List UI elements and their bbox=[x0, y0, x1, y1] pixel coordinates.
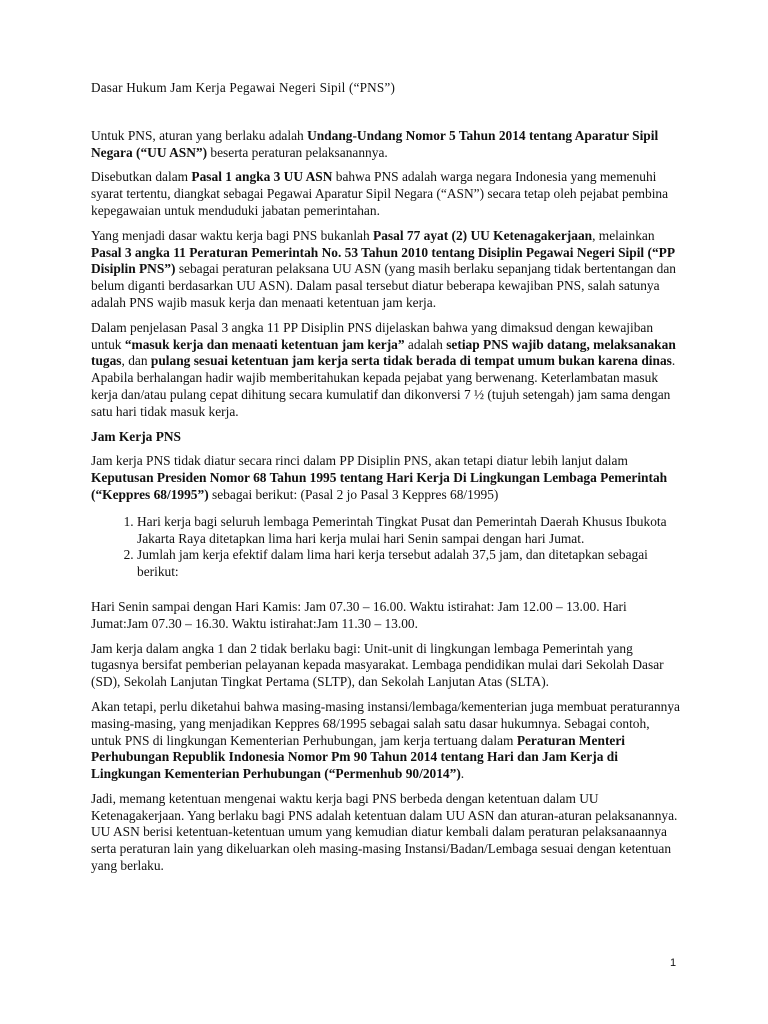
text: sebagai berikut: (Pasal 2 jo Pasal 3 Keppres 68/1995) bbox=[208, 486, 499, 502]
document-title: Dasar Hukum Jam Kerja Pegawai Negeri Sipil (“PNS”) bbox=[91, 80, 396, 95]
paragraph-kesimpulan: Jadi, memang ketentuan mengenai waktu kerja bagi PNS berbeda dengan ketentuan dalam UU Ketenagakerjaan. Yang berlaku bagi PNS adalah ketentuan dalam UU ASN dan aturan-aturan pelaksanannya. UU ASN berisi ketentuan-ketentuan umum yang kemudian diatur kembali dalam peraturan pelaksanaannya serta peraturan lain yang dikeluarkan oleh masing-masing Instansi/Badan/Lembaga sesuai dengan ketentuan yang berlaku. bbox=[91, 790, 678, 874]
paragraph-jam-kerja: Hari Senin sampai dengan Hari Kamis: Jam 07.30 – 16.00. Waktu istirahat: Jam 12.00 – 13.00. Hari Jumat:Jam 07.30 – 16.30. Waktu istirahat:Jam 11.30 – 13.00. bbox=[91, 598, 627, 631]
text: Dalam penjelasan Pasal 3 angka 11 PP Disiplin PNS dijelaskan bahwa yang dimaksud dengan kewajiban untuk bbox=[91, 319, 654, 352]
paragraph-definition-pns bbox=[91, 169, 683, 219]
bold-text: Keputusan Presiden Nomor 68 Tahun 1995 tentang Hari Kerja Di Lingkungan Lembaga Pemerintah (“Keppres 68/1995”) bbox=[91, 470, 668, 502]
text: Untuk PNS, aturan yang berlaku adalah bbox=[91, 127, 308, 143]
paragraph-uu-asn bbox=[91, 128, 683, 162]
paragraph-keppres bbox=[91, 453, 683, 503]
text: , dan bbox=[121, 353, 151, 369]
text: Jam kerja PNS tidak diatur secara rinci dalam PP Disiplin PNS, akan tetapi diatur lebih lanjut dalam bbox=[91, 453, 628, 469]
paragraph-permenhub bbox=[91, 699, 683, 783]
bold-text: “masuk kerja dan menaati ketentuan jam kerja” bbox=[124, 336, 405, 352]
document-body bbox=[91, 80, 683, 883]
paragraph-pengecualian: Jam kerja dalam angka 1 dan 2 tidak berlaku bagi: Unit-unit di lingkungan lembaga Pemerintah yang tugasnya bersifat pemberian pelayanan kepada masyarakat. Lembaga pendidikan mulai dari Sekolah Dasar (SD), Sekolah Lanjutan Tingkat Pertama (SLTP), dan Sekolah Lanjutan Atas (SLTA). bbox=[91, 640, 664, 690]
text: adalah bbox=[404, 336, 447, 352]
paragraph-dasar-waktu-kerja bbox=[91, 228, 683, 312]
bold-text: Undang-Undang Nomor 5 Tahun 2014 tentang Aparatur Sipil Negara (“UU ASN”) bbox=[91, 127, 659, 160]
bold-text: pulang sesuai ketentuan jam kerja serta tidak berada di tempat umum bukan karena dinas bbox=[150, 353, 672, 369]
paragraph-penjelasan bbox=[91, 320, 683, 421]
text: beserta peraturan pelaksanannya. bbox=[207, 144, 388, 160]
text: . bbox=[460, 766, 465, 782]
text: sebagai peraturan pelaksana UU ASN (yang masih berlaku sepanjang tidak bertentangan dan belum diganti berdasarkan UU ASN). Dalam pasal tersebut diatur beberapa kewajiban PNS, salah satunya adalah PNS wajib masuk kerja dan menaati ketentuan jam kerja. bbox=[91, 261, 676, 310]
text: . Apabila berhalangan hadir wajib memberitahukan kepada pejabat yang berwenang. Keterlambatan masuk kerja dan/atau pulang cepat dihitung secara kumulatif dan dikonversi 7 ½ (tujuh setengah) jam sama dengan satu hari tidak masuk kerja. bbox=[91, 353, 676, 419]
text: Disebutkan dalam bbox=[91, 169, 192, 185]
bold-text: Peraturan Menteri Perhubungan Republik Indonesia Nomor Pm 90 Tahun 2014 tentang Hari dan Jam Kerja di Lingkungan Kementerian Perhubungan (“Permenhub 90/2014”) bbox=[91, 732, 626, 782]
section-heading: Jam Kerja PNS bbox=[91, 428, 181, 444]
text: bahwa PNS adalah warga negara Indonesia yang memenuhi syarat tertentu, diangkat sebagai Pegawai Aparatur Sipil Negara (“ASN”) secara tetap oleh pejabat pembina kepegawaian untuk menduduki jabatan pemerintahan. bbox=[91, 169, 669, 218]
text: , melainkan bbox=[592, 227, 655, 243]
bold-text: Pasal 3 angka 11 Peraturan Pemerintah No. 53 Tahun 2010 tentang Disiplin Pegawai Negeri Sipil (“PP Disiplin PNS”) bbox=[91, 244, 675, 277]
text: Akan tetapi, perlu diketahui bahwa masing-masing instansi/lembaga/kementerian juga membuat peraturannya masing-masing, yang menjadikan Keppres 68/1995 sebagai salah satu dasar hukumnya. Sebagai contoh, untuk PNS di lingkungan Kementerian Perhubungan, jam kerja tertuang dalam bbox=[91, 698, 680, 748]
bold-text: Pasal 77 ayat (2) UU Ketenagakerjaan bbox=[373, 227, 593, 243]
bold-text: setiap PNS wajib datang, melaksanakan tugas bbox=[91, 336, 676, 369]
page-number: 1 bbox=[670, 957, 677, 969]
text: Yang menjadi dasar waktu kerja bagi PNS bukanlah bbox=[91, 227, 374, 243]
numbered-list bbox=[91, 514, 683, 581]
list-item: 1. Hari kerja bagi seluruh lembaga Pemerintah Tingkat Pusat dan Pemerintah Daerah Khusus Ibukota Jakarta Raya ditetapkan lima hari kerja mulai hari Senin sampai dengan hari Jumat. bbox=[137, 514, 683, 548]
list-item: 2. Jumlah jam kerja efektif dalam lima hari kerja tersebut adalah 37,5 jam, dan ditetapkan sebagai berikut: bbox=[137, 547, 683, 581]
bold-text: Pasal 1 angka 3 UU ASN bbox=[191, 169, 333, 185]
